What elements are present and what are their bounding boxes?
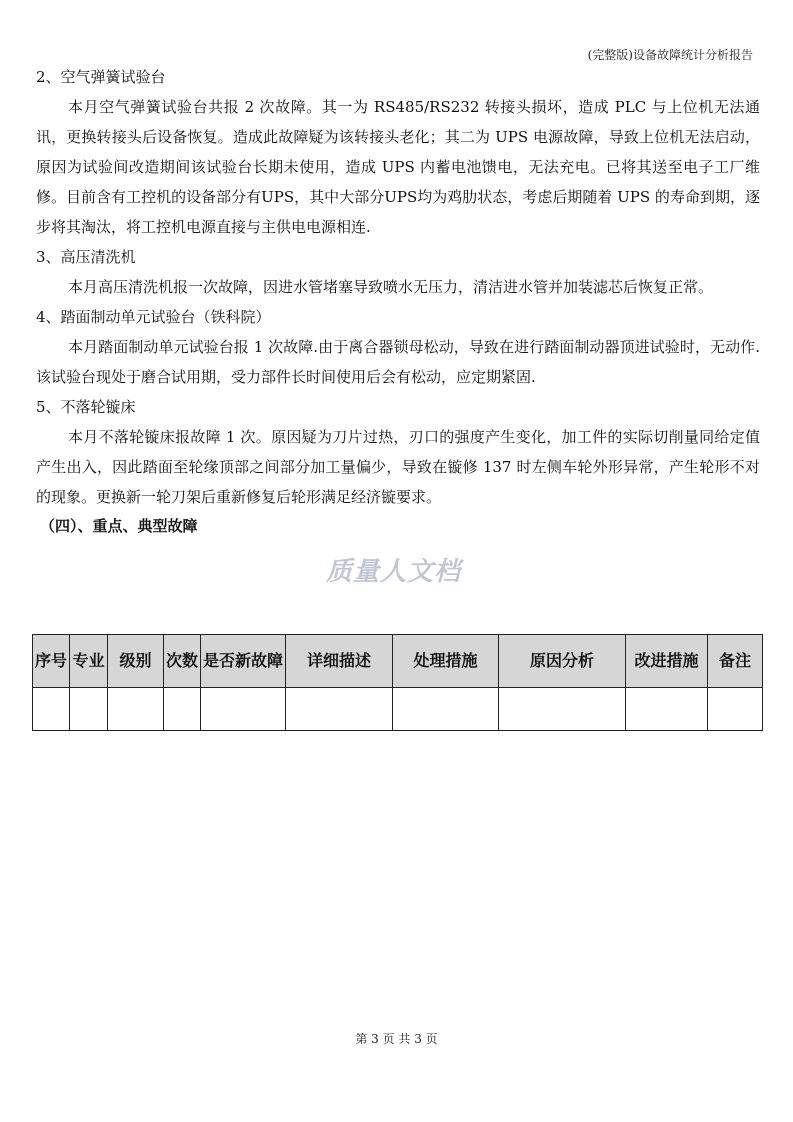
column-header: 专业 [70, 635, 108, 688]
table-cell [164, 688, 201, 731]
column-header: 改进措施 [626, 635, 708, 688]
table-cell [201, 688, 286, 731]
table-cell [499, 688, 626, 731]
column-header: 备注 [708, 635, 763, 688]
column-header: 原因分析 [499, 635, 626, 688]
column-header: 次数 [164, 635, 201, 688]
column-header: 级别 [108, 635, 164, 688]
document-title-header: (完整版)设备故障统计分析报告 [587, 48, 753, 62]
table-header-row [33, 635, 763, 688]
watermark-logo: 质量人文档 [326, 557, 462, 587]
table-cell [393, 688, 499, 731]
section-title-high-pressure-washer: 3、高压清洗机 [36, 248, 136, 266]
page-number-footer: 第 3 页 共 3 页 [355, 1032, 438, 1046]
table-row [33, 688, 763, 731]
section-paragraph-wheel-lathe: 本月不落轮镟床报故障 1 次。原因疑为刀片过热，刃口的强度产生变化，加工件的实际切削量同给定值产生出入，因此踏面至轮缘顶部之间部分加工量偏少，导致在镟修 137 时左侧车轮外形异常，产生轮形不对的现象。更换新一轮刀架后重新修复后轮形满足经济镟要求。 [36, 428, 760, 506]
table-cell [33, 688, 70, 731]
section-paragraph-high-pressure-washer: 本月高压清洗机报一次故障，因进水管堵塞导致喷水无压力，清洁进水管并加装滤芯后恢复正常。 [68, 278, 714, 296]
section-paragraph-air-spring: 本月空气弹簧试验台共报 2 次故障。其一为 RS485/RS232 转接头损坏，造成 PLC 与上位机无法通讯，更换转接头后设备恢复。造成此故障疑为该转接头老化；其二为 UPS 电源故障，导致上位机无法启动，原因为试验间改造期间该试验台长期未使用，造成 UPS 内蓄电池馈电，无法充电。已将其送至电子工厂维修。目前含有工控机的设备部分有UPS，其中大部分UPS均为鸡肋状态，考虑后期随着 UPS 的寿命到期，逐步将其淘汰，将工控机电源直接与主供电电源相连. [36, 98, 760, 236]
section-title-wheel-lathe: 5、不落轮镟床 [36, 398, 136, 416]
column-header: 处理措施 [393, 635, 499, 688]
section-paragraph-tread-brake: 本月踏面制动单元试验台报 1 次故障.由于离合器锁母松动，导致在进行踏面制动器顶进试验时，无动作.该试验台现处于磨合试用期，受力部件长时间使用后会有松动，应定期紧固. [36, 338, 760, 386]
table-cell [70, 688, 108, 731]
column-header: 序号 [33, 635, 70, 688]
column-header: 是否新故障 [201, 635, 286, 688]
table-cell [626, 688, 708, 731]
typical-faults-table [32, 634, 763, 731]
section-title-tread-brake: 4、踏面制动单元试验台（铁科院） [36, 308, 271, 326]
table-cell [108, 688, 164, 731]
section-title-air-spring: 2、空气弹簧试验台 [36, 68, 166, 86]
table-cell [708, 688, 763, 731]
report-body [36, 62, 760, 538]
column-header: 详细描述 [286, 635, 393, 688]
table-cell [286, 688, 393, 731]
typical-faults-title: （四）、重点、典型故障 [40, 517, 198, 535]
